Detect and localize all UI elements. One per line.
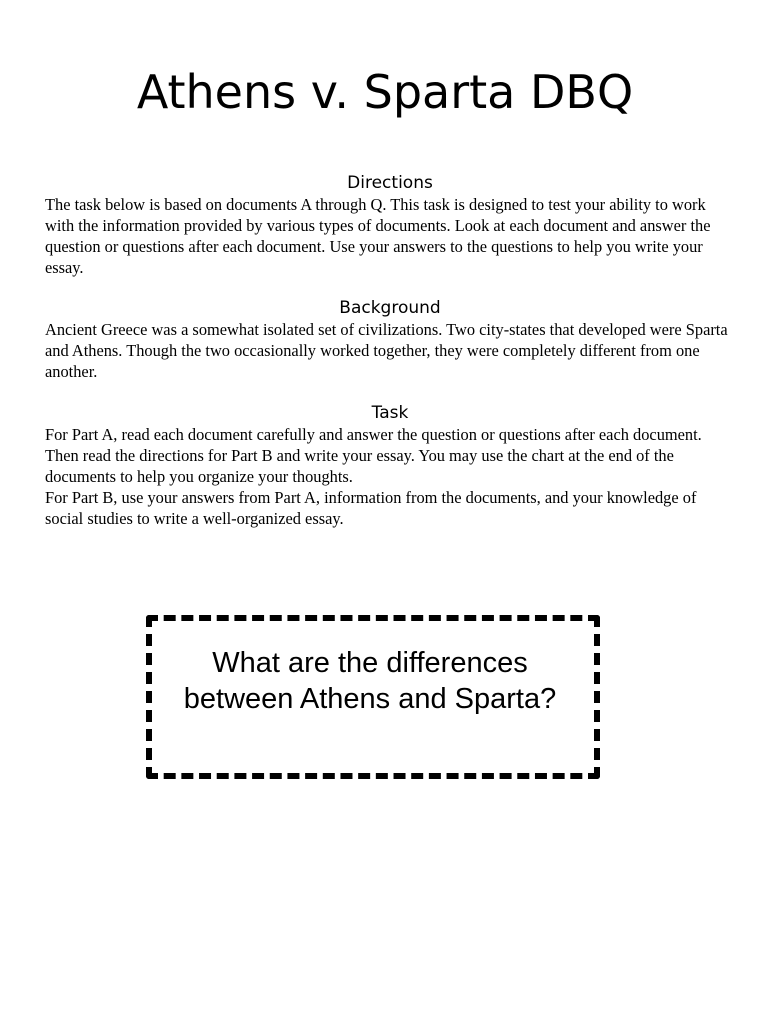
essay-question-line-1: What are the differences: [212, 647, 528, 679]
task-heading: Task: [371, 403, 409, 423]
essay-question-box: [146, 615, 600, 779]
essay-question: [152, 645, 588, 717]
page-title: Athens v. Sparta DBQ: [136, 65, 634, 119]
background-body: [45, 319, 735, 382]
essay-question-line-2: between Athens and Sparta?: [183, 683, 557, 715]
directions-section: [45, 172, 735, 278]
background-heading: Background: [339, 298, 441, 318]
directions-paragraph: The task below is based on documents A through Q. This task is designed to test your ability to work with the information provided by various types of documents. Look at each document and answer the question or questions after each document. Use your answers to the questions to help you write your essay.: [45, 195, 711, 277]
background-paragraph: Ancient Greece was a somewhat isolated set of civilizations. Two city-states that developed were Sparta and Athens. Though the two occasionally worked together, they were completely different from one another.: [45, 320, 728, 381]
directions-heading: Directions: [347, 173, 433, 193]
task-section: [45, 402, 735, 529]
background-section: [45, 297, 735, 382]
task-paragraph-part-b: For Part B, use your answers from Part A, information from the documents, and your knowledge of social studies to write a well-organized essay.: [45, 488, 697, 528]
task-paragraph-part-a: For Part A, read each document carefully and answer the question or questions after each document. Then read the directions for Part B and write your essay. You may use the chart at the end of the documents to help you organize your thoughts.: [45, 425, 702, 486]
directions-body: [45, 194, 735, 278]
task-body: [45, 424, 735, 529]
